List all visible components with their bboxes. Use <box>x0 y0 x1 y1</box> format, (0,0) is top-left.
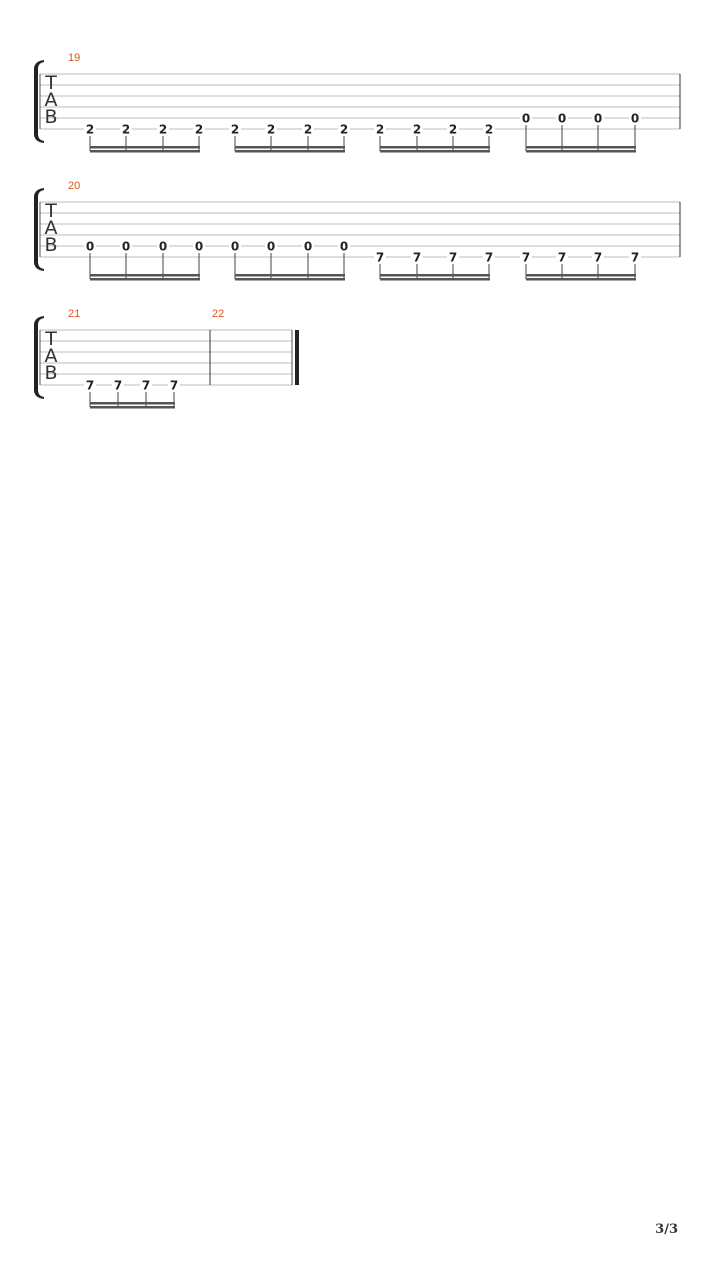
fret-number: 0 <box>158 239 168 254</box>
fret-number: 2 <box>121 122 131 137</box>
tab-clef-letter: T <box>45 200 57 222</box>
fret-number: 7 <box>113 378 123 393</box>
fret-number: 2 <box>448 122 458 137</box>
note-beam <box>90 402 175 405</box>
fret-number: 2 <box>266 122 276 137</box>
fret-number: 7 <box>169 378 179 393</box>
fret-number: 0 <box>593 111 603 126</box>
measure-number: 22 <box>212 308 225 320</box>
note-beam <box>380 146 490 149</box>
note-beam <box>235 274 345 277</box>
fret-number: 0 <box>303 239 313 254</box>
fret-number: 2 <box>303 122 313 137</box>
system-bracket <box>34 188 44 271</box>
fret-number: 2 <box>339 122 349 137</box>
system-bracket <box>34 316 44 399</box>
note-beam <box>90 150 200 153</box>
fret-number: 0 <box>521 111 531 126</box>
note-beam <box>235 150 345 153</box>
fret-number: 0 <box>85 239 95 254</box>
note-beam <box>380 278 490 281</box>
fret-number: 0 <box>630 111 640 126</box>
tab-clef-letter: B <box>44 362 58 384</box>
fret-number: 7 <box>141 378 151 393</box>
note-beam <box>90 278 200 281</box>
note-beam <box>526 274 636 277</box>
fret-number: 7 <box>412 250 422 265</box>
fret-number: 2 <box>412 122 422 137</box>
note-beam <box>235 278 345 281</box>
fret-number: 2 <box>230 122 240 137</box>
fret-number: 2 <box>85 122 95 137</box>
measure-number: 21 <box>68 308 81 320</box>
system-bracket <box>34 60 44 143</box>
fret-number: 2 <box>158 122 168 137</box>
fret-number: 0 <box>266 239 276 254</box>
fret-number: 7 <box>630 250 640 265</box>
note-beam <box>90 406 175 409</box>
tab-clef-letter: B <box>44 106 58 128</box>
fret-number: 7 <box>85 378 95 393</box>
tab-clef-letter: T <box>45 328 57 350</box>
measure-number: 19 <box>68 52 81 64</box>
note-beam <box>90 274 200 277</box>
fret-number: 2 <box>194 122 204 137</box>
fret-number: 0 <box>339 239 349 254</box>
note-beam <box>526 278 636 281</box>
note-beam <box>526 150 636 153</box>
note-beam <box>380 150 490 153</box>
fret-number: 7 <box>375 250 385 265</box>
fret-number: 2 <box>484 122 494 137</box>
tab-clef-letter: B <box>44 234 58 256</box>
tab-clef-letter: T <box>45 72 57 94</box>
fret-number: 7 <box>593 250 603 265</box>
fret-number: 2 <box>375 122 385 137</box>
fret-number: 0 <box>230 239 240 254</box>
fret-number: 0 <box>121 239 131 254</box>
fret-number: 7 <box>557 250 567 265</box>
note-beam <box>90 146 200 149</box>
measure-number: 20 <box>68 180 81 192</box>
fret-number: 0 <box>557 111 567 126</box>
tab-clef-letter: A <box>44 89 58 111</box>
fret-number: 7 <box>484 250 494 265</box>
tab-clef-letter: A <box>44 345 58 367</box>
note-beam <box>526 146 636 149</box>
page-number: 3/3 <box>655 1222 678 1237</box>
fret-number: 7 <box>448 250 458 265</box>
fret-number: 0 <box>194 239 204 254</box>
note-beam <box>380 274 490 277</box>
tab-clef-letter: A <box>44 217 58 239</box>
note-beam <box>235 146 345 149</box>
fret-number: 7 <box>521 250 531 265</box>
